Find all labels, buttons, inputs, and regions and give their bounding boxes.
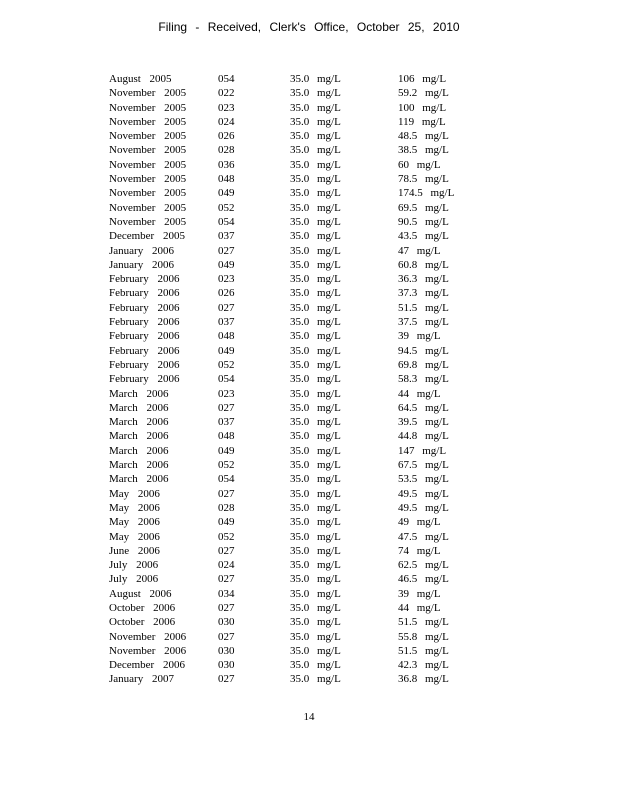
limit-cell: 35.0 mg/L	[290, 144, 341, 157]
result-cell: 174.5 mg/L	[398, 187, 455, 200]
outfall-id-cell: 037	[218, 416, 235, 429]
result-cell: 44 mg/L	[398, 601, 441, 614]
result-cell: 58.3 mg/L	[398, 373, 449, 386]
limit-cell: 35.0 mg/L	[290, 358, 341, 371]
result-cell: 62.5 mg/L	[398, 559, 449, 572]
limit-cell: 35.0 mg/L	[290, 659, 341, 672]
limit-cell: 35.0 mg/L	[290, 244, 341, 257]
outfall-id-cell: 036	[218, 158, 235, 171]
outfall-id-cell: 030	[218, 659, 235, 672]
limit-cell: 35.0 mg/L	[290, 101, 341, 114]
outfall-id-cell: 054	[218, 473, 235, 486]
limit-cell: 35.0 mg/L	[290, 187, 341, 200]
date-cell: June 2006	[109, 544, 160, 557]
date-cell: December 2005	[109, 230, 185, 243]
result-cell: 69.5 mg/L	[398, 201, 449, 214]
limit-cell: 35.0 mg/L	[290, 201, 341, 214]
limit-cell: 35.0 mg/L	[290, 530, 341, 543]
limit-cell: 35.0 mg/L	[290, 416, 341, 429]
date-cell: November 2005	[109, 158, 187, 171]
outfall-id-cell: 030	[218, 644, 235, 657]
outfall-id-cell: 052	[218, 358, 235, 371]
date-cell: November 2005	[109, 187, 187, 200]
outfall-id-cell: 026	[218, 287, 235, 300]
result-cell: 147 mg/L	[398, 444, 447, 457]
date-cell: August 2005	[109, 73, 172, 85]
result-cell: 49.5 mg/L	[398, 501, 449, 514]
limit-cell: 35.0 mg/L	[290, 573, 341, 586]
limit-cell: 35.0 mg/L	[290, 173, 341, 186]
result-cell: 42.3 mg/L	[398, 659, 449, 672]
outfall-id-cell: 048	[218, 430, 235, 443]
filing-header: Filing - Received, Clerk's Office, October 25, 2010	[158, 20, 460, 34]
outfall-id-cell: 027	[218, 487, 235, 500]
limit-cell: 35.0 mg/L	[290, 330, 341, 343]
date-cell: February 2006	[109, 301, 180, 314]
result-cell: 39 mg/L	[398, 330, 441, 343]
outfall-id-cell: 054	[218, 73, 235, 85]
result-cell: 47.5 mg/L	[398, 530, 449, 543]
date-cell: October 2006	[109, 616, 176, 629]
limit-cell: 35.0 mg/L	[290, 73, 341, 85]
result-cell: 44.8 mg/L	[398, 430, 449, 443]
outfall-id-cell: 028	[218, 501, 235, 514]
outfall-id-cell: 052	[218, 530, 235, 543]
limit-cell: 35.0 mg/L	[290, 444, 341, 457]
date-cell: November 2005	[109, 144, 187, 157]
limit-cell: 35.0 mg/L	[290, 387, 341, 400]
limit-cell: 35.0 mg/L	[290, 673, 341, 686]
date-cell: May 2006	[109, 516, 160, 529]
limit-cell: 35.0 mg/L	[290, 344, 341, 357]
outfall-id-cell: 049	[218, 258, 235, 271]
outfall-id-cell: 049	[218, 444, 235, 457]
date-cell: July 2006	[109, 559, 159, 572]
outfall-id-cell: 027	[218, 601, 235, 614]
date-cell: November 2005	[109, 101, 187, 114]
limit-cell: 35.0 mg/L	[290, 316, 341, 329]
limit-cell: 35.0 mg/L	[290, 487, 341, 500]
result-cell: 106 mg/L	[398, 73, 447, 85]
date-cell: March 2006	[109, 444, 169, 457]
outfall-id-cell: 048	[218, 173, 235, 186]
date-cell: March 2006	[109, 459, 169, 472]
result-cell: 64.5 mg/L	[398, 401, 449, 414]
limit-cell: 35.0 mg/L	[290, 630, 341, 643]
date-cell: March 2006	[109, 473, 169, 486]
limit-cell: 35.0 mg/L	[290, 430, 341, 443]
date-cell: February 2006	[109, 344, 180, 357]
date-cell: February 2006	[109, 287, 180, 300]
outfall-id-cell: 028	[218, 144, 235, 157]
result-cell: 55.8 mg/L	[398, 630, 449, 643]
page-number: 14	[303, 711, 315, 723]
date-cell: January 2006	[109, 244, 174, 257]
date-cell: January 2007	[109, 673, 174, 686]
date-cell: August 2006	[109, 587, 172, 600]
limit-cell: 35.0 mg/L	[290, 544, 341, 557]
result-cell: 94.5 mg/L	[398, 344, 449, 357]
date-cell: February 2006	[109, 316, 180, 329]
outfall-id-cell: 054	[218, 373, 235, 386]
outfall-id-cell: 023	[218, 387, 235, 400]
date-cell: May 2006	[109, 487, 160, 500]
date-cell: December 2006	[109, 659, 185, 672]
date-cell: November 2005	[109, 215, 187, 228]
date-cell: May 2006	[109, 530, 160, 543]
date-cell: February 2006	[109, 358, 180, 371]
limit-cell: 35.0 mg/L	[290, 501, 341, 514]
date-cell: November 2005	[109, 173, 187, 186]
date-cell: November 2005	[109, 130, 187, 143]
result-cell: 51.5 mg/L	[398, 644, 449, 657]
limit-cell: 35.0 mg/L	[290, 616, 341, 629]
result-cell: 37.5 mg/L	[398, 316, 449, 329]
outfall-id-cell: 022	[218, 87, 235, 100]
result-cell: 49 mg/L	[398, 516, 441, 529]
date-cell: November 2005	[109, 201, 187, 214]
date-cell: March 2006	[109, 416, 169, 429]
result-cell: 48.5 mg/L	[398, 130, 449, 143]
date-cell: February 2006	[109, 273, 180, 286]
outfall-id-cell: 049	[218, 344, 235, 357]
outfall-id-cell: 027	[218, 573, 235, 586]
result-cell: 51.5 mg/L	[398, 616, 449, 629]
limit-cell: 35.0 mg/L	[290, 258, 341, 271]
outfall-id-cell: 023	[218, 273, 235, 286]
limit-cell: 35.0 mg/L	[290, 587, 341, 600]
outfall-id-cell: 054	[218, 215, 235, 228]
result-cell: 39.5 mg/L	[398, 416, 449, 429]
date-cell: March 2006	[109, 430, 169, 443]
limit-cell: 35.0 mg/L	[290, 115, 341, 128]
result-cell: 90.5 mg/L	[398, 215, 449, 228]
outfall-id-cell: 023	[218, 101, 235, 114]
date-cell: July 2006	[109, 573, 159, 586]
result-cell: 60 mg/L	[398, 158, 441, 171]
result-cell: 46.5 mg/L	[398, 573, 449, 586]
outfall-id-cell: 048	[218, 330, 235, 343]
date-cell: November 2005	[109, 87, 187, 100]
limit-cell: 35.0 mg/L	[290, 401, 341, 414]
limit-cell: 35.0 mg/L	[290, 373, 341, 386]
outfall-id-cell: 049	[218, 516, 235, 529]
limit-cell: 35.0 mg/L	[290, 516, 341, 529]
outfall-id-cell: 024	[218, 115, 235, 128]
limit-cell: 35.0 mg/L	[290, 559, 341, 572]
limit-cell: 35.0 mg/L	[290, 601, 341, 614]
limit-cell: 35.0 mg/L	[290, 273, 341, 286]
result-cell: 69.8 mg/L	[398, 358, 449, 371]
date-cell: October 2006	[109, 601, 176, 614]
limit-cell: 35.0 mg/L	[290, 158, 341, 171]
result-cell: 36.3 mg/L	[398, 273, 449, 286]
date-cell: February 2006	[109, 373, 180, 386]
outfall-id-cell: 027	[218, 630, 235, 643]
date-cell: January 2006	[109, 258, 174, 271]
result-cell: 74 mg/L	[398, 544, 441, 557]
outfall-id-cell: 027	[218, 544, 235, 557]
limit-cell: 35.0 mg/L	[290, 644, 341, 657]
outfall-id-cell: 027	[218, 673, 235, 686]
outfall-id-cell: 027	[218, 401, 235, 414]
result-cell: 38.5 mg/L	[398, 144, 449, 157]
outfall-id-cell: 037	[218, 230, 235, 243]
outfall-id-cell: 024	[218, 559, 235, 572]
outfall-id-cell: 027	[218, 244, 235, 257]
limit-cell: 35.0 mg/L	[290, 287, 341, 300]
outfall-id-cell: 049	[218, 187, 235, 200]
outfall-id-cell: 034	[218, 587, 235, 600]
limit-cell: 35.0 mg/L	[290, 459, 341, 472]
date-cell: May 2006	[109, 501, 160, 514]
result-cell: 60.8 mg/L	[398, 258, 449, 271]
date-cell: February 2006	[109, 330, 180, 343]
outfall-id-cell: 026	[218, 130, 235, 143]
result-cell: 39 mg/L	[398, 587, 441, 600]
outfall-id-cell: 052	[218, 201, 235, 214]
limit-cell: 35.0 mg/L	[290, 87, 341, 100]
result-cell: 119 mg/L	[398, 115, 446, 128]
result-cell: 36.8 mg/L	[398, 673, 449, 686]
outfall-id-cell: 037	[218, 316, 235, 329]
result-cell: 47 mg/L	[398, 244, 441, 257]
result-cell: 51.5 mg/L	[398, 301, 449, 314]
result-cell: 43.5 mg/L	[398, 230, 449, 243]
outfall-id-cell: 030	[218, 616, 235, 629]
limit-cell: 35.0 mg/L	[290, 301, 341, 314]
limit-cell: 35.0 mg/L	[290, 473, 341, 486]
date-cell: March 2006	[109, 387, 169, 400]
limit-cell: 35.0 mg/L	[290, 130, 341, 143]
result-cell: 44 mg/L	[398, 387, 441, 400]
date-cell: November 2006	[109, 630, 187, 643]
date-cell: March 2006	[109, 401, 169, 414]
result-cell: 59.2 mg/L	[398, 87, 449, 100]
result-cell: 67.5 mg/L	[398, 459, 449, 472]
date-cell: November 2006	[109, 644, 187, 657]
result-cell: 49.5 mg/L	[398, 487, 449, 500]
result-cell: 78.5 mg/L	[398, 173, 449, 186]
limit-cell: 35.0 mg/L	[290, 230, 341, 243]
result-cell: 100 mg/L	[398, 101, 447, 114]
outfall-id-cell: 027	[218, 301, 235, 314]
result-cell: 37.3 mg/L	[398, 287, 449, 300]
outfall-id-cell: 052	[218, 459, 235, 472]
limit-cell: 35.0 mg/L	[290, 215, 341, 228]
result-cell: 53.5 mg/L	[398, 473, 449, 486]
date-cell: November 2005	[109, 115, 187, 128]
